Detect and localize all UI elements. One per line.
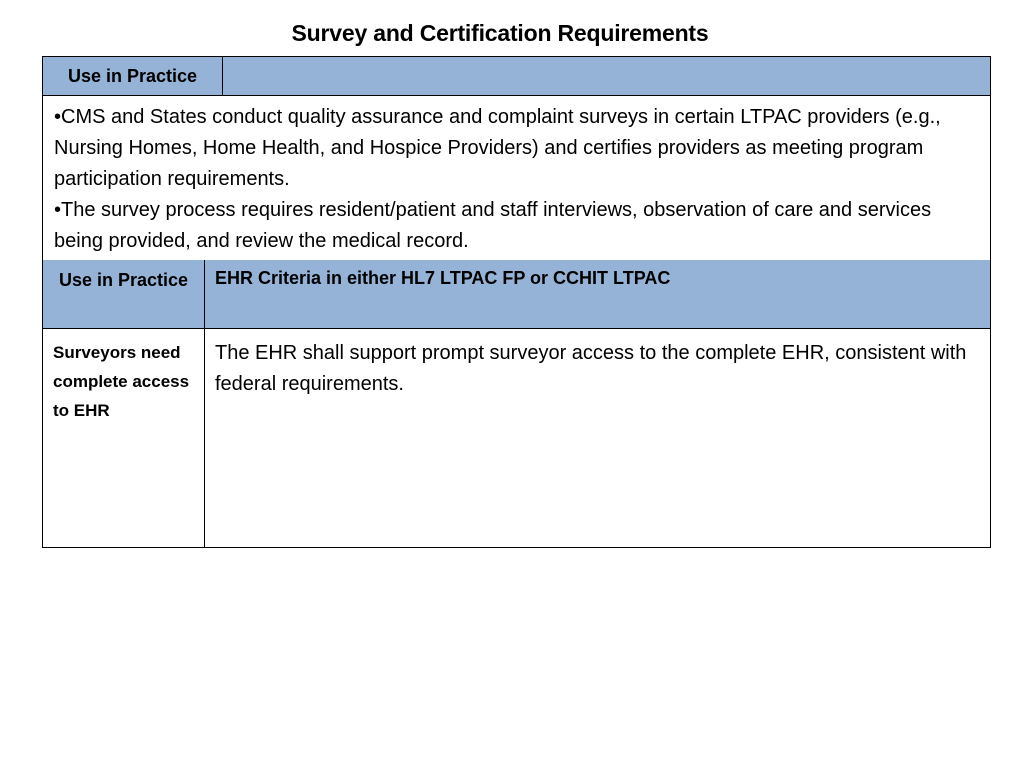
summary-table: [42, 56, 991, 261]
row-criteria-cell: The EHR shall support prompt surveyor access to the complete EHR, consistent with federal requirements.: [215, 342, 967, 395]
summary-table-header: [42, 56, 991, 96]
summary-table-body: [42, 96, 991, 261]
table-row: [42, 328, 991, 548]
row-use-cell: Surveyors need complete access to EHR: [43, 329, 205, 547]
summary-bullet: •CMS and States conduct quality assurance and complaint surveys in certain LTPAC providers (e.g., Nursing Homes, Home Health, and Hospice Providers) and certifies providers as meeting program participation requirements.: [54, 106, 941, 190]
criteria-table-header: [42, 260, 991, 328]
slide-title: Survey and Certification Requirements: [291, 20, 709, 46]
summary-bullet: •The survey process requires resident/patient and staff interviews, observation of care and services being provided, and review the medical record.: [54, 199, 932, 252]
criteria-header-ehr-criteria: EHR Criteria in either HL7 LTPAC FP or CCHIT LTPAC: [215, 268, 671, 288]
criteria-table: [42, 260, 991, 548]
summary-header-use-in-practice: Use in Practice: [43, 57, 223, 95]
criteria-header-use-in-practice: Use in Practice: [42, 260, 205, 328]
summary-header-empty-cell: [223, 57, 990, 95]
